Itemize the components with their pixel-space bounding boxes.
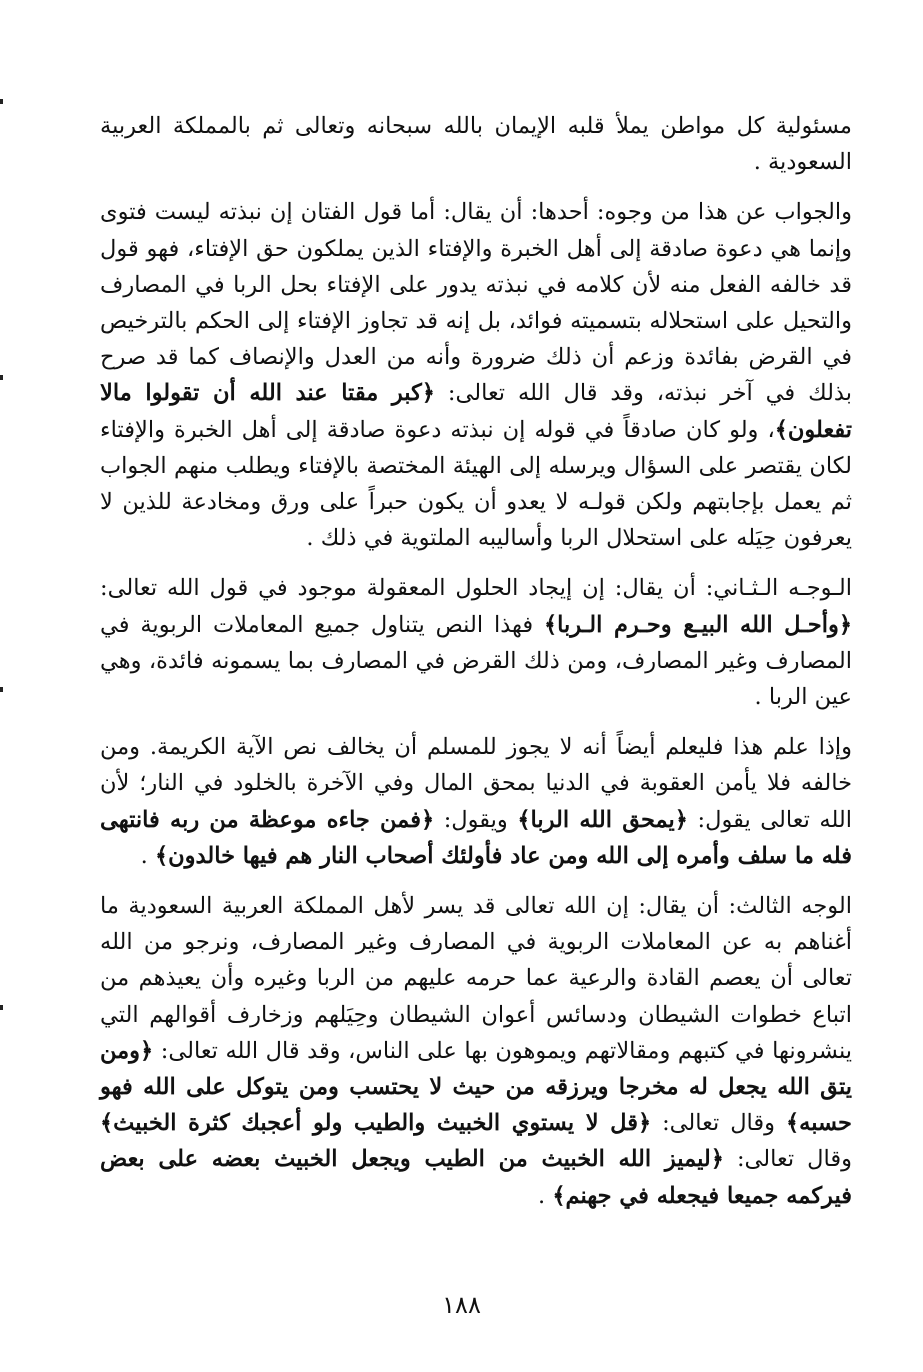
paragraph-first-aspect [100,194,852,556]
paragraph-text: والجواب عن هذا من وجوه: أحدها: أن يقال: أما قول الفتان إن نبذته ليست فتوى وإنما هي دعوة صادقة إلى أهل الخبرة والإفتاء الذين يملكون حق الإفتاء، فهو قول قد خالفه الفعل منه لأن كلامه في نبذته يدور على الإفتاء بحل الربا في المصارف والتحيل على استحلاله بتسميته فوائد، بل إنه قد تجاوز الإفتاء إلى الحكم بالترخيص في القرض بفائدة وزعم أن ذلك ضرورة وأنه من العدل والإنصاف كما قد صرح بذلك في آخر نبذته، وقد قال الله تعالى: [100,199,852,407]
quran-quote: ﴿كبر مقتا عند الله أن تقولوا مالا تفعلون﴾ [100,380,852,443]
page-body [100,108,852,1214]
paragraph-text: ، ولو كان صادقاً في قوله إن نبذته دعوة صادقة إلى أهل الخبرة والإفتاء لكان يقتصر على السؤال ويرسله إلى الهيئة المختصة بالإفتاء ويطلب منهم الجواب ثم يعمل بإجابتهم ولكن قولـه لا يعدو أن يكون حبراً على ورق ومخادعة للذين لا يعرفون حِيَله على استحلال الربا وأساليبه الملتوية في ذلك . [100,416,852,552]
paragraph-text: الـوجـه الـثـاني: أن يقال: إن إيجاد الحلول المعقولة موجود في قول الله تعالى: [100,575,852,602]
margin-mark [0,1005,3,1010]
quran-quote: ﴿وأحـل الله البيـع وحـرم الـربا﴾ [544,611,853,638]
paragraph-text: وقال تعالى: [723,1146,853,1173]
paragraph-text: وقال تعالى: [651,1110,786,1137]
paragraph-text: فهذا النص يتناول جميع المعاملات الربوية في المصارف وغير المصارف، ومن ذلك القرض في المصارف بما يسمونه فائدة، وهي عين الربا . [100,611,852,711]
quran-quote: ﴿فمن جاءه موعظة من ربه فانتهى فله ما سلف وأمره إلى الله ومن عاد فأولئك أصحاب النار هم فيها خالدون﴾ [100,806,852,869]
margin-mark [0,99,3,104]
paragraph-warning [100,729,852,874]
paragraph-text: ويقول: [434,806,518,833]
paragraph-text: الوجه الثالث: أن يقال: إن الله تعالى قد يسر لأهل المملكة العربية السعودية ما أغناهم به عن المعاملات الربوية في المصارف وغير المصارف، ونرجو من الله تعالى أن يعصم القادة والرعية عما حرمه عليهم من الربا وغيره وأن يعيذهم من اتباع خطوات الشيطان ودسائس أعوان الشيطان وحِيَلهم وزخارف أقوالهم التي ينشرونها في كتبهم ومقالاتهم ويموهون بها على الناس، وقد قال الله تعالى: [100,893,852,1064]
quran-quote: ﴿قل لا يستوي الخبيث والطيب ولو أعجبك كثرة الخبيث﴾ [100,1110,652,1137]
paragraph-second-aspect [100,570,852,715]
quran-quote: ﴿يمحق الله الربا﴾ [517,806,688,833]
paragraph-text: . [538,1182,553,1209]
paragraph-intro [100,108,852,180]
quran-quote: ﴿ليميز الله الخبيث من الطيب ويجعل الخبيث بعضه على بعض فيركمه جميعا فيجعله في جهنم﴾ [100,1146,852,1209]
quran-quote: ﴿ومن يتق الله يجعل له مخرجا ويرزقه من حيث لا يحتسب ومن يتوكل على الله فهو حسبه﴾ [100,1037,852,1137]
paragraph-text: . [140,842,155,869]
paragraph-third-aspect [100,888,852,1214]
page-number: ١٨٨ [442,1291,481,1319]
margin-mark [0,687,3,692]
paragraph-text: مسئولية كل مواطن يملأ قلبه الإيمان بالله سبحانه وتعالى ثم بالمملكة العربية السعودية . [100,113,852,176]
paragraph-text: وإذا علم هذا فليعلم أيضاً أنه لا يجوز للمسلم أن يخالف نص الآية الكريمة. ومن خالفه فلا يأمن العقوبة في الدنيا بمحق المال وفي الآخرة بالخلود في النار؛ لأن الله تعالى يقول: [100,734,853,833]
margin-mark [0,375,3,380]
